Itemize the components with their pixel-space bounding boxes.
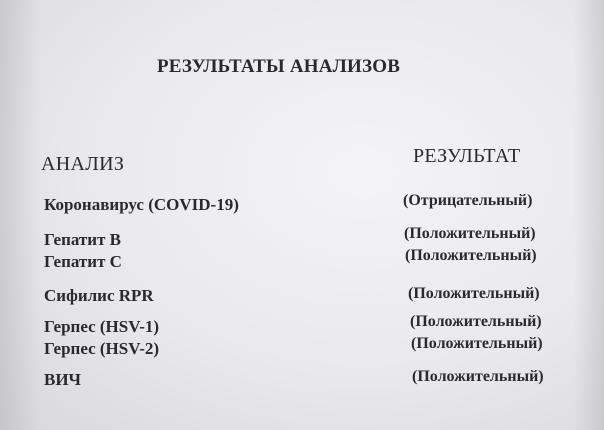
test-name: Герпес (HSV-2): [44, 339, 160, 358]
test-name: Гепатит C: [44, 252, 122, 271]
analysis-column-header: АНАЛИЗ: [41, 153, 125, 175]
result-column-header: РЕЗУЛЬТАТ: [413, 145, 521, 167]
test-name: Коронавирус (COVID-19): [44, 195, 239, 214]
test-result: (Положительный): [410, 313, 542, 330]
test-name: Сифилис RPR: [44, 286, 154, 305]
left-edge-shadow: [0, 0, 40, 430]
test-result: (Положительный): [408, 285, 540, 302]
test-name: ВИЧ: [44, 370, 82, 389]
document-title: РЕЗУЛЬТАТЫ АНАЛИЗОВ: [157, 56, 401, 77]
test-result: (Положительный): [412, 368, 544, 385]
test-name: Гепатит B: [44, 230, 122, 249]
right-edge-shadow: [574, 0, 604, 430]
test-result: (Положительный): [411, 335, 543, 352]
test-result: (Отрицательный): [403, 192, 533, 209]
test-result: (Положительный): [405, 247, 537, 264]
test-result: (Положительный): [404, 225, 536, 242]
test-name: Герпес (HSV-1): [44, 317, 160, 336]
